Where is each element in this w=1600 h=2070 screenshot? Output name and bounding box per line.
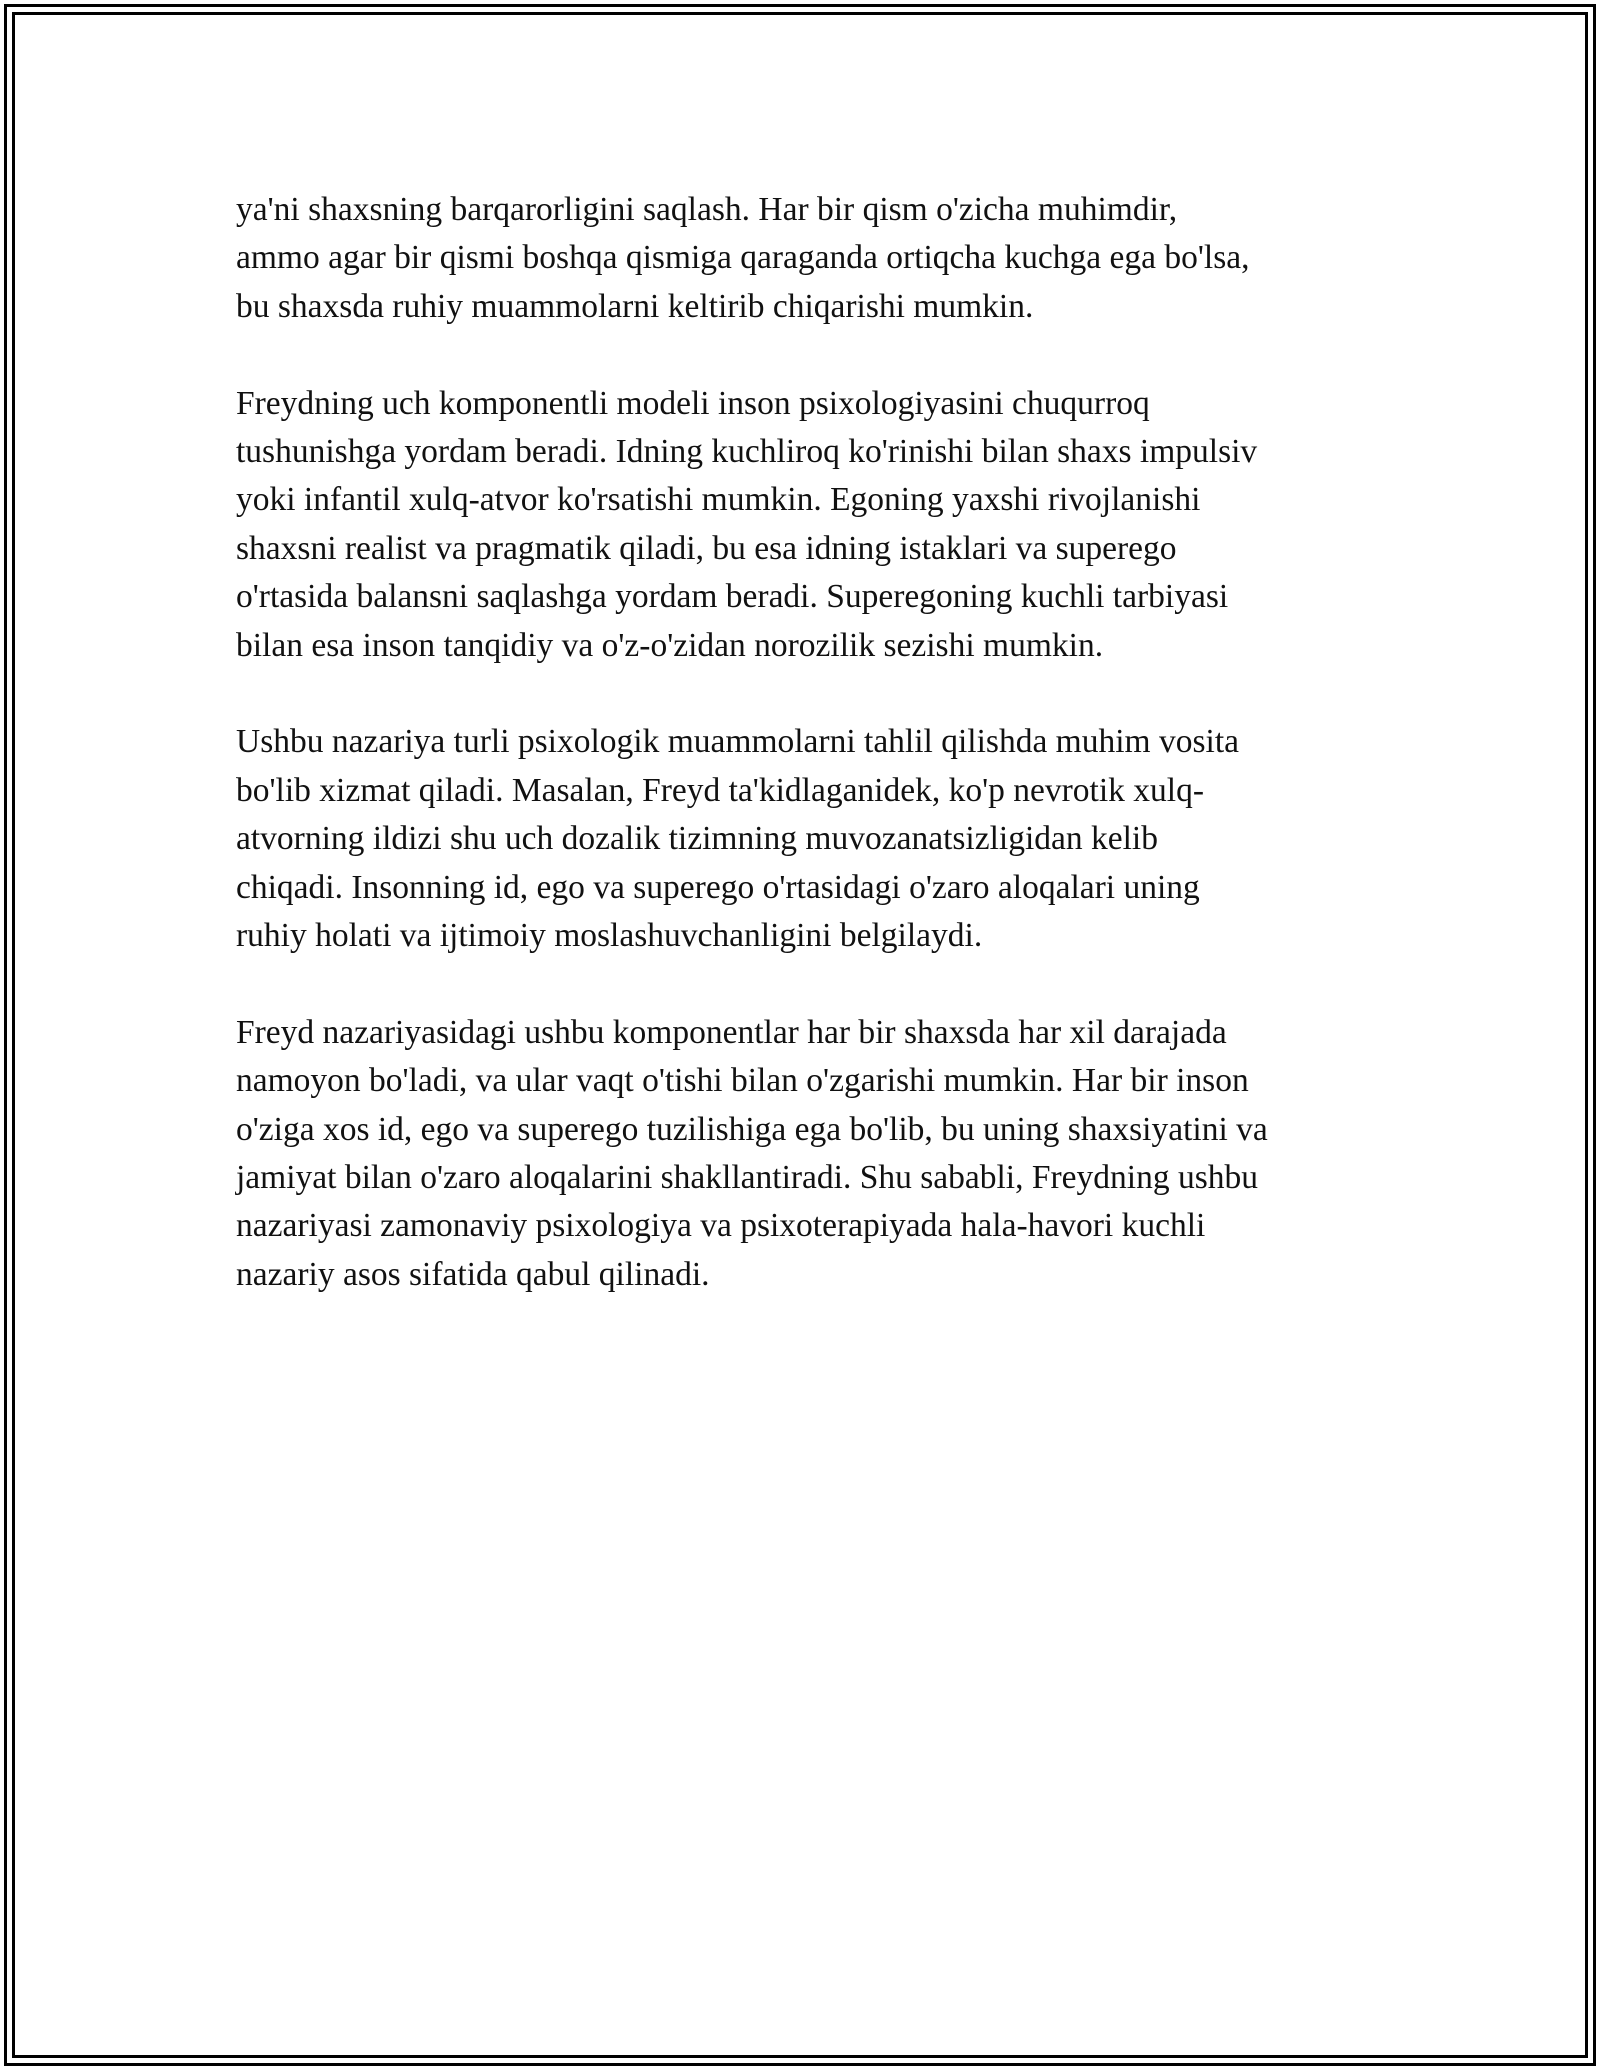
paragraph-2 <box>236 380 1386 670</box>
paragraph-1 <box>236 186 1386 331</box>
document-body <box>236 186 1386 1348</box>
text-line: shaxsni realist va pragmatik qiladi, bu esa idning istaklari va superego <box>236 529 1177 567</box>
text-line: namoyon bo'ladi, va ular vaqt o'tishi bilan o'zgarishi mumkin. Har bir inson <box>236 1062 1249 1100</box>
text-line: Freyd nazariyasidagi ushbu komponentlar har bir shaxsda har xil darajada <box>236 1013 1227 1051</box>
text-line: bu shaxsda ruhiy muammolarni keltirib chiqarishi mumkin. <box>236 287 1034 325</box>
text-line: ammo agar bir qismi boshqa qismiga qaraganda ortiqcha kuchga ega bo'lsa, <box>236 239 1250 277</box>
text-line: bilan esa inson tanqidiy va o'z-o'zidan norozilik sezishi mumkin. <box>236 626 1104 664</box>
text-line: yoki infantil xulq-atvor ko'rsatishi mumkin. Egoning yaxshi rivojlanishi <box>236 481 1201 519</box>
text-line: o'rtasida balansni saqlashga yordam beradi. Superegoning kuchli tarbiyasi <box>236 578 1229 616</box>
text-line: ya'ni shaxsning barqarorligini saqlash. Har bir qism o'zicha muhimdir, <box>236 191 1178 228</box>
text-line: jamiyat bilan o'zaro aloqalarini shakllantiradi. Shu sababli, Freydning ushbu <box>236 1159 1258 1197</box>
text-line: Ushbu nazariya turli psixologik muammolarni tahlil qilishda muhim vosita <box>236 723 1240 761</box>
text-line: Freydning uch komponentli modeli inson psixologiyasini chuqurroq <box>236 384 1150 422</box>
text-line: nazariy asos sifatida qabul qilinadi. <box>236 1255 710 1293</box>
text-line: o'ziga xos id, ego va superego tuzilishiga ega bo'lib, bu uning shaxsiyatini va <box>236 1110 1268 1148</box>
text-line: bo'lib xizmat qiladi. Masalan, Freyd ta'kidlaganidek, ko'p nevrotik xulq- <box>236 771 1204 809</box>
text-line: nazariyasi zamonaviy psixologiya va psixoterapiyada hala-havori kuchli <box>236 1207 1206 1245</box>
paragraph-3 <box>236 718 1386 960</box>
text-line: chiqadi. Insonning id, ego va superego o'rtasidagi o'zaro aloqalari uning <box>236 868 1200 906</box>
text-line: tushunishga yordam beradi. Idning kuchliroq ko'rinishi bilan shaxs impulsiv <box>236 433 1258 471</box>
text-line: atvorning ildizi shu uch dozalik tizimning muvozanatsizligidan kelib <box>236 820 1158 858</box>
text-line: ruhiy holati va ijtimoiy moslashuvchanligini belgilaydi. <box>236 917 983 955</box>
paragraph-4 <box>236 1009 1386 1299</box>
